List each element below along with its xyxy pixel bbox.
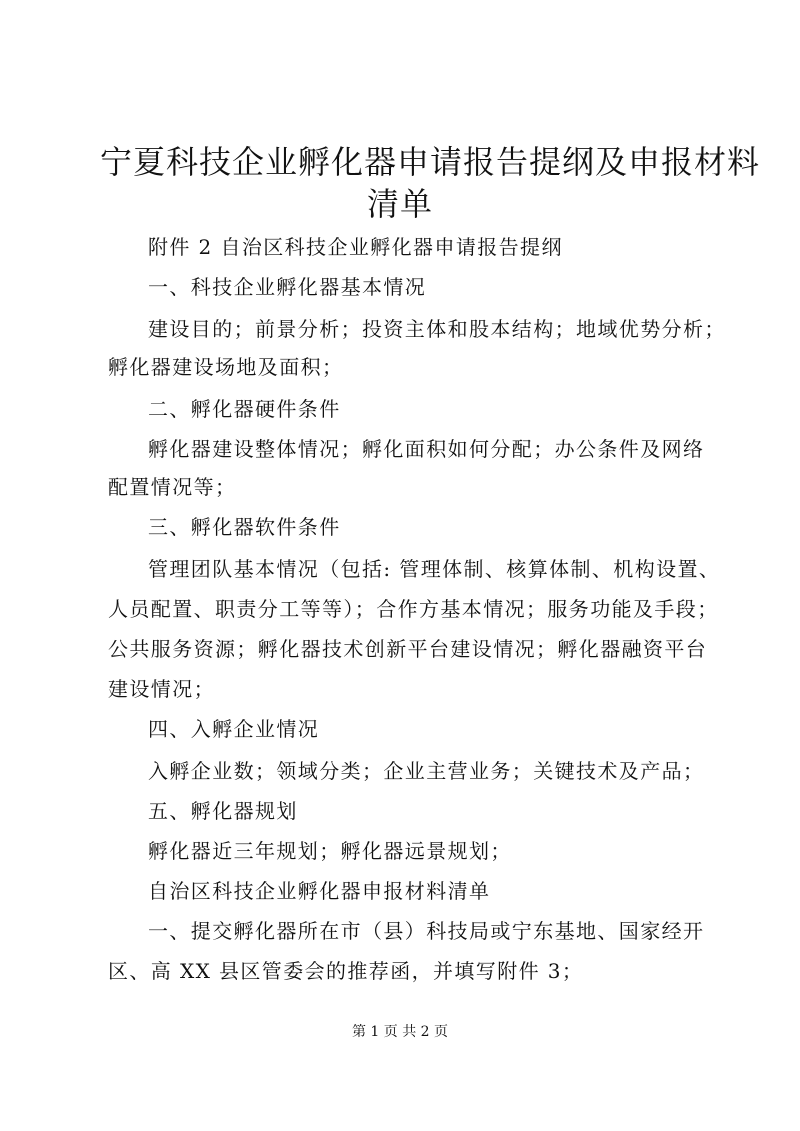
paragraph-line: 孵化器建设整体情况；孵化面积如何分配；办公条件及网络 <box>148 437 705 461</box>
list-heading: 自治区科技企业孵化器申报材料清单 <box>148 879 491 903</box>
paragraph-line: 人员配置、职责分工等等）；合作方基本情况；服务功能及手段； <box>108 597 719 621</box>
paragraph-line: 公共服务资源；孵化器技术创新平台建设情况；孵化器融资平台 <box>108 637 708 661</box>
section-heading-5: 五、孵化器规划 <box>148 799 298 823</box>
paragraph-line: 孵化器建设场地及面积； <box>108 355 344 379</box>
section-heading-2: 二、孵化器硬件条件 <box>148 397 341 421</box>
paragraph-line: 区、高 XX 县区管委会的推荐函，并填写附件 3； <box>108 959 584 983</box>
section-heading-4: 四、入孵企业情况 <box>148 717 320 741</box>
document-title-line-2: 清单 <box>366 185 433 223</box>
paragraph-line: 一、提交孵化器所在市（县）科技局或宁东基地、国家经开 <box>148 919 705 943</box>
paragraph-line: 管理团队基本情况（包括: 管理体制、核算体制、机构设置、 <box>148 557 721 581</box>
paragraph-line: 孵化器近三年规划；孵化器远景规划； <box>148 839 512 863</box>
section-heading-1: 一、科技企业孵化器基本情况 <box>148 275 427 299</box>
paragraph-line: 配置情况等； <box>108 475 237 499</box>
paragraph-line: 建设情况； <box>108 677 215 701</box>
paragraph-line: 建设目的；前景分析；投资主体和股本结构；地域优势分析； <box>148 317 726 341</box>
section-heading-3: 三、孵化器软件条件 <box>148 515 341 539</box>
document-title-line-1: 宁夏科技企业孵化器申请报告提纲及申报材料 <box>100 143 761 181</box>
page-number-footer: 第 1 页 共 2 页 <box>351 1024 449 1040</box>
attachment-heading: 附件 2 自治区科技企业孵化器申请报告提纲 <box>148 235 563 259</box>
paragraph-line: 入孵企业数；领域分类；企业主营业务；关键技术及产品； <box>148 759 705 783</box>
